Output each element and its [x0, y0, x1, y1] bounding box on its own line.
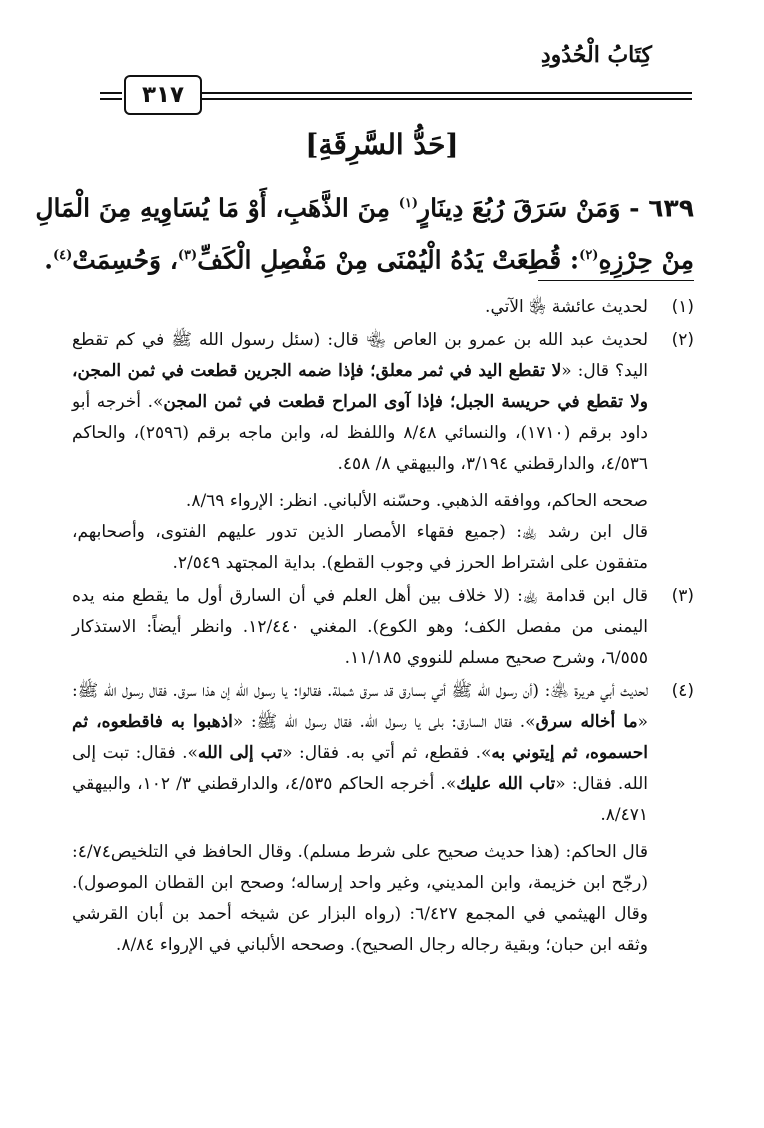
- text-run: ». أخرجه الحاكم ٤/٥٣٥، والدارقطني ٣/ ١٠٢، والبيهقي ٨/٤٧١.: [72, 774, 648, 825]
- hadith-quote: ما أخاله سرق: [535, 712, 638, 732]
- footnote-1: [72, 292, 694, 323]
- footnotes: [72, 292, 694, 963]
- footnote-3: [72, 581, 694, 674]
- page-number-bar: [100, 70, 692, 122]
- main-text-part: .: [44, 245, 53, 275]
- footnote-2: [72, 325, 694, 579]
- running-head-book-title: كِتَابُ الْحُدُودِ: [540, 42, 652, 68]
- footnote-text: [72, 676, 648, 831]
- hadith-quote: اذهبوا به فاقطعوه، ثم احسموه، ثم إيتوني به: [72, 712, 648, 763]
- hadith-quote: تب إلى الله: [197, 743, 283, 763]
- text-run: لحديث أبي هريرة ﵁: (أن رسول الله ﷺ أتي بسارق قد سرق شملة. فقالوا: يا رسول الله إن هذا سرق. فقال رسول الله ﷺ: «: [72, 681, 648, 732]
- hadith-number: ٦٣٩: [648, 193, 694, 223]
- section-title: [حَدُّ السَّرِقَةِ]: [305, 128, 459, 161]
- main-text: [35, 180, 694, 285]
- hadith-quote: تاب الله عليك: [456, 774, 556, 794]
- header-rule-left: [100, 92, 122, 100]
- footnote-text: قال ابن قدامة ﵀: (لا خلاف بين أهل العلم في أن السارق أول ما يقطع منه يده اليمنى من مفصل الكف؛ وهو الكوع). المغني ١٢/٤٤٠. وانظر أيضاً: الاستذكار ٦/٥٥٥، وشرح صحيح مسلم للنووي ١١/١٨٥.: [72, 586, 648, 668]
- footnote-text: لحديث عائشة ﵂ الآتي.: [485, 297, 648, 317]
- footnote-paragraph: صححه الحاكم، ووافقه الذهبي. وحسّنه الألباني. انظر: الإرواء ٨/٦٩.: [185, 491, 648, 511]
- main-text-part: مِنَ الذَّهَبِ، أَوْ مَا يُسَاوِيهِ مِنَ الْمَالِ: [35, 193, 390, 223]
- page-number: ٣١٧: [124, 75, 202, 115]
- footnote-paragraph: قال ابن رشد ﵀: (جميع فقهاء الأمصار الذين تدور عليهم الفتوى، وأصحابهم، متفقون على اشتراط الحرز في وجوب القطع). بداية المجتهد ٢/٥٤٩.: [72, 522, 648, 573]
- hadith-quote: لا تقطع اليد في ثمر معلق؛ فإذا ضمه الجرين قطعت في ثمن المجن، ولا تقطع في حريسة الجبل؛ فإذا آوى المراح قطعت في ثمن المجن: [72, 361, 648, 412]
- footnote-number: (٤): [671, 681, 694, 701]
- footnote-number: (١): [671, 297, 694, 317]
- footnote-number: (٣): [671, 586, 694, 606]
- main-text-part: : قُطِعَتْ يَدُهُ الْيُمْنَى مِنْ مَفْصِلِ الْكَفِّ: [197, 245, 580, 275]
- footnote-ref-1[interactable]: (١): [398, 196, 419, 211]
- footnote-ref-4[interactable]: (٤): [52, 248, 73, 264]
- main-text-part: - وَمَنْ سَرَقَ رُبُعَ دِينَارٍ: [418, 193, 640, 223]
- text-run: ». فقال: تبت إلى الله. فقال: «: [72, 743, 648, 794]
- footnote-4: [72, 676, 694, 961]
- text-run: لحديث عبد الله بن عمرو بن العاص ﵄ قال: (سئل رسول الله ﷺ في كم تقطع اليد؟ قال: «: [72, 330, 648, 381]
- footnote-ref-2[interactable]: (٢): [579, 248, 599, 264]
- main-text-line-1: [35, 180, 694, 232]
- header-rule: [200, 92, 692, 100]
- footnote-divider: [538, 280, 694, 281]
- text-run: ». فقال السارق: بلى يا رسول الله. فقال رسول الله ﷺ: «: [232, 712, 536, 732]
- footnote-ref-3[interactable]: (٣): [177, 248, 198, 264]
- footnote-number: (٢): [671, 330, 694, 350]
- main-text-part: ، وَحُسِمَتْ: [72, 245, 178, 275]
- footnote-paragraph: قال الحاكم: (هذا حديث صحيح على شرط مسلم). وقال الحافظ في التلخيص٤/٧٤: (رجّح ابن خزيمة، وابن المديني، وغير واحد إرساله؛ وصحح ابن القطان الموصول). وقال الهيثمي في المجمع ٦/٤٢٧: (رواه البزار عن شيخه أحمد بن أبان القرشي وثقه ابن حبان؛ وبقية رجاله رجال الصحيح). وصححه الألباني في الإرواء ٨/٨٤.: [72, 842, 649, 955]
- main-text-part: مِنْ حِرْزِهِ: [598, 245, 694, 275]
- main-text-line-2: [44, 232, 694, 284]
- text-run: ». فقطع، ثم أتي به. فقال: «: [282, 743, 492, 763]
- text-run: ». أخرجه أبو داود برقم (١٧١٠)، والنسائي ٨/٤٨ واللفظ له، وابن ماجه برقم (٢٥٩٦)، والحاكم ٤/٥٣٦، والدارقطني ٣/١٩٤، والبيهقي ٨/ ٤٥٨.: [72, 392, 648, 474]
- footnote-text: [72, 325, 648, 480]
